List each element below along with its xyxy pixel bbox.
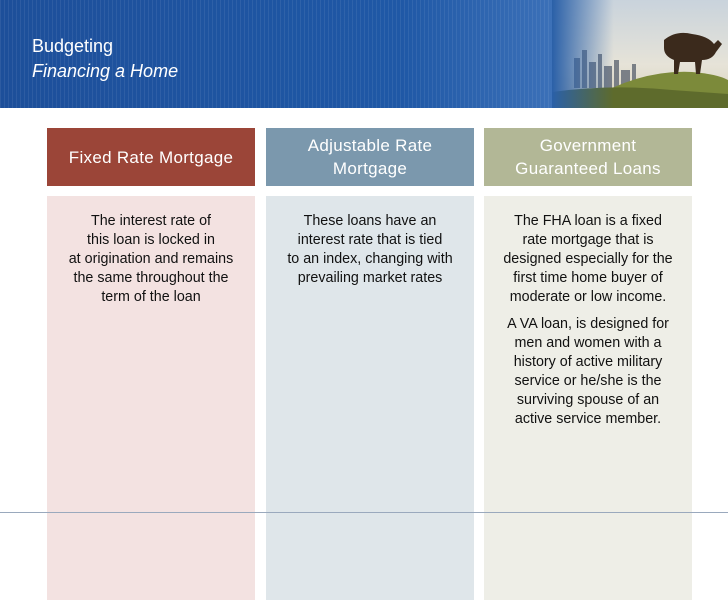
column-body [266, 196, 474, 600]
subtitle-text: Financing a Home [32, 61, 179, 81]
footer-divider [0, 512, 728, 513]
title-text: Budgeting [32, 36, 114, 56]
paragraph: These loans have an interest rate that is tied to an index, changing with prevailing market rates [287, 213, 453, 286]
paragraph-va: A VA loan, is designed for men and women with a history of active military service or he/she is the surviving spouse of an active service member. [507, 316, 669, 427]
column-fixed-rate-mortgage [47, 128, 255, 305]
column-heading-text: Government Guaranteed Loans [515, 136, 661, 178]
title-banner [0, 0, 728, 108]
column-government-guaranteed-loans [484, 128, 692, 427]
column-heading [484, 128, 692, 186]
column-heading [266, 128, 474, 186]
bull-skyline-photo [552, 0, 728, 108]
paragraph: The interest rate of this loan is locked in at origination and remains the same throughout the term of the loan [68, 213, 234, 305]
slide-title [32, 34, 178, 84]
column-adjustable-rate-mortgage [266, 128, 474, 286]
column-heading-text: Fixed Rate Mortgage [68, 147, 234, 167]
column-heading-text: Adjustable Rate Mortgage [307, 136, 433, 178]
column-body [484, 196, 692, 600]
paragraph-fha: The FHA loan is a fixed rate mortgage that is designed especially for the first time home buyer of moderate or low income. [503, 213, 673, 305]
column-body [47, 196, 255, 600]
column-heading [47, 128, 255, 186]
